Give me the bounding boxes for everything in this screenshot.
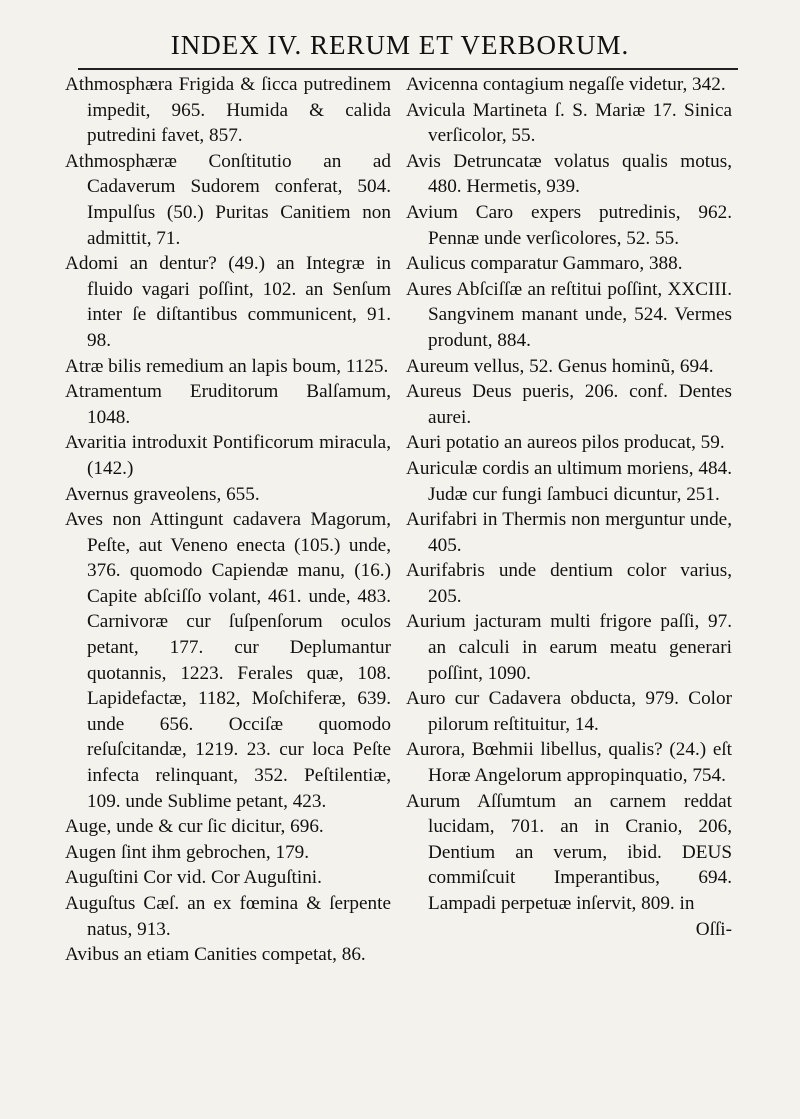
index-entry: Auguſtini Cor vid. Cor Auguſtini. — [65, 867, 322, 889]
index-entry: Augen ſint ihm gebrochen, 179. — [65, 841, 310, 863]
index-entry: Auguſtus Cæſ. an ex fœmina & ſerpente natus, 913. — [65, 893, 391, 940]
index-entry: Athmosphæræ Conſtitutio an ad Cadaverum Sudorem conferat, 504. Impulſus (50.) Puritas Canitiem non admittit, 71. — [65, 150, 391, 249]
index-entry: Aurum Aſſumtum an carnem reddat lucidam, 701. an in Cranio, 206, Dentium an verum, ibid. DEUS commiſcuit Imperantibus, 694. Lampadi perpetuæ inſervit, 809. in — [406, 790, 732, 914]
index-entry: Aurium jacturam multi frigore paſſi, 97. an calculi in earum meatu generari poſſint, 1090. — [406, 611, 732, 684]
index-entry: Athmosphæra Frigida & ſicca putredinem impedit, 965. Humida & calida putredini favet, 857. — [65, 74, 391, 147]
index-entry: Avaritia introduxit Pontificorum miracula, (142.) — [65, 432, 391, 479]
index-entry: Auri potatio an aureos pilos producat, 59. — [406, 432, 725, 454]
index-entry: Auriculæ cordis an ultimum moriens, 484. Judæ cur fungi ſambuci dicuntur, 251. — [406, 457, 732, 505]
index-entry: Auro cur Cadavera obducta, 979. Color pilorum reſtituitur, 14. — [406, 688, 732, 735]
page-header: INDEX IV. RERUM ET VERBORUM. — [170, 30, 630, 60]
index-entry: Avis Detruncatæ volatus qualis motus, 480. Hermetis, 939. — [406, 150, 732, 198]
header-rule — [78, 68, 738, 70]
index-entry: Aves non Attingunt cadavera Magorum, Peſte, aut Veneno enecta (105.) unde, 376. quomodo Capiendæ manu, (16.) Capite abſciſſo volant, 461. unde, 483. Carnivoræ cur ſuſpenſorum oculos petant, 177. cur Deplumantur quotannis, 1223. Ferales quæ, 108. Lapidefactæ, 1182, Moſchiferæ, 639. unde 656. Occiſæ quomodo reſuſcitandæ, 1219. 23. cur loca Peſte infecta relinquant, 352. Peſtilentiæ, 109. unde Sublime petant, 423. — [65, 509, 391, 812]
index-entry: Aulicus comparatur Gammaro, 388. — [406, 253, 683, 275]
index-entry: Avernus graveolens, 655. — [65, 483, 260, 505]
index-entry: Adomi an dentur? (49.) an Integræ in fluido vagari poſſint, 102. an Senſum inter ſe diſtantibus communicent, 91. 98. — [65, 253, 391, 351]
index-entry: Aureum vellus, 52. Genus hominũ, 694. — [406, 355, 714, 377]
left-column — [65, 72, 391, 968]
index-entry: Aurifabri in Thermis non merguntur unde, 405. — [406, 509, 732, 556]
index-entry: Aurifabris unde dentium color varius, 205. — [406, 560, 732, 607]
index-entry: Avicenna contagium negaſſe videtur, 342. — [406, 74, 726, 95]
right-column — [406, 72, 732, 942]
catchword: Oſſi- — [695, 918, 732, 940]
index-entry: Atramentum Eruditorum Balſamum, 1048. — [65, 381, 391, 428]
index-entry: Auge, unde & cur ſic dicitur, 696. — [65, 816, 324, 838]
index-entry: Aurora, Bœhmii libellus, qualis? (24.) eſt Horæ Angelorum appropinquatio, 754. — [406, 739, 732, 787]
index-entry: Avibus an etiam Canities competat, 86. — [65, 944, 366, 966]
index-entry: Aures Abſciſſæ an reſtitui poſſint, XXCIII. Sangvinem manant unde, 524. Vermes produnt, 884. — [406, 278, 732, 351]
index-entry: Aureus Deus pueris, 206. conf. Dentes aurei. — [406, 381, 732, 428]
index-entry: Atræ bilis remedium an lapis boum, 1125. — [65, 355, 389, 377]
index-entry: Avicula Martineta ſ. S. Mariæ 17. Sinica verſicolor, 55. — [406, 99, 732, 147]
index-entry: Avium Caro expers putredinis, 962. Pennæ unde verſicolores, 52. 55. — [406, 201, 732, 249]
